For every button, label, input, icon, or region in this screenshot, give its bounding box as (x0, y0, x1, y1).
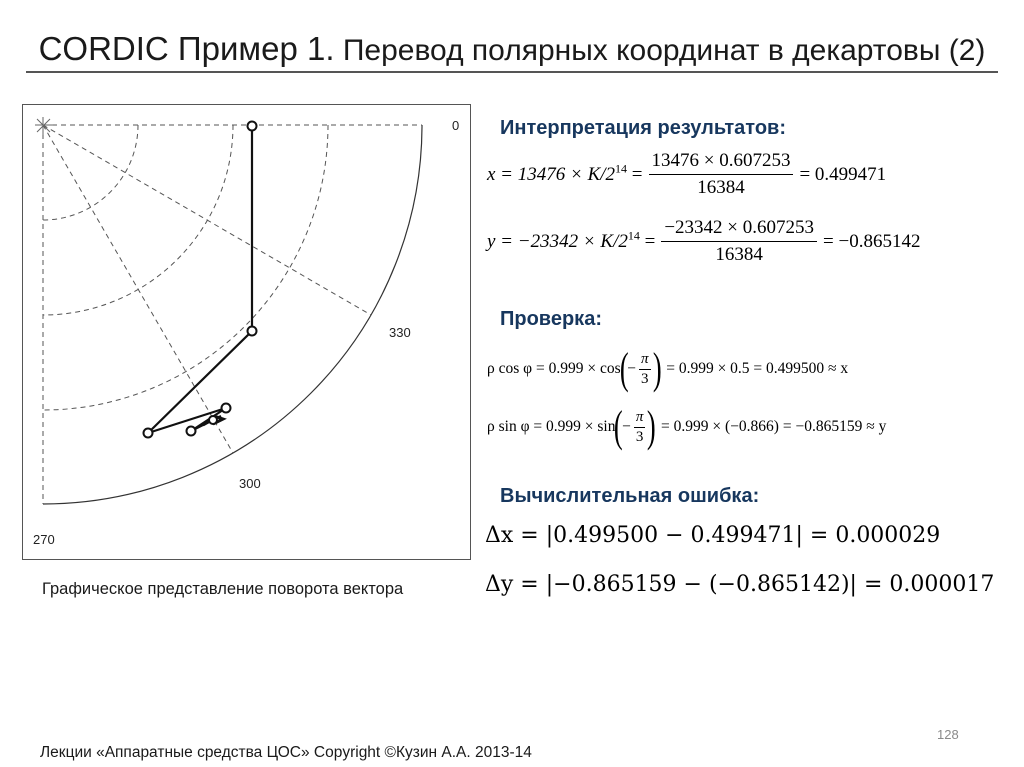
rotation-points (144, 122, 257, 438)
paren-close: ) (647, 402, 657, 451)
polar-plot-svg (23, 105, 470, 559)
check-heading: Проверка: (500, 308, 602, 330)
point-start (248, 122, 257, 131)
point-2 (144, 429, 153, 438)
interpretation-heading: Интерпретация результатов: (500, 117, 786, 139)
x-fraction (649, 150, 794, 199)
x-numerator: 13476 × 0.607253 (649, 150, 794, 175)
y-fraction (661, 217, 817, 266)
three: 3 (641, 370, 649, 387)
y-lhs: y = −23342 × K/2 (487, 230, 628, 252)
paren-close: ) (652, 344, 662, 393)
sin-result: = 0.999 × (−0.866) = −0.865159 ≈ y (661, 418, 887, 435)
formula-sin (487, 402, 887, 451)
polar-plot (22, 104, 471, 560)
plot-caption: Графическое представление поворота вектора (42, 580, 404, 598)
minus-sign: − (622, 418, 631, 435)
pi: π (639, 351, 651, 370)
x-result: = 0.499471 (799, 163, 887, 185)
title-underline (26, 71, 998, 73)
cos-result: = 0.999 × 0.5 = 0.499500 ≈ x (666, 360, 849, 377)
radial-300 (43, 125, 233, 453)
outer-arc (43, 125, 422, 504)
rotation-path (148, 126, 252, 433)
cos-lhs: ρ cos φ = 0.999 × cos (487, 360, 621, 377)
y-numerator: −23342 × 0.607253 (661, 217, 817, 242)
minus-sign: − (627, 360, 637, 377)
paren-open: ( (619, 344, 629, 393)
title-main: CORDIC Пример 1. (38, 30, 335, 67)
y-result: = −0.865142 (823, 230, 921, 252)
three: 3 (635, 428, 644, 445)
angle-label-0: 0 (452, 118, 460, 133)
y-exp: 14 (627, 228, 640, 243)
page-number: 128 (937, 727, 959, 742)
angle-label-270: 270 (33, 532, 55, 547)
range-ring-2 (43, 125, 233, 315)
slide-title (0, 30, 1024, 68)
range-ring-1 (43, 125, 138, 220)
range-ring-3 (43, 125, 328, 410)
pi: π (634, 409, 646, 428)
pi-over-3 (634, 409, 646, 446)
angle-label-330: 330 (389, 325, 411, 340)
point-4 (187, 427, 196, 436)
x-exp: 14 (615, 161, 628, 176)
point-5 (209, 416, 217, 424)
paren-open: ( (614, 402, 624, 451)
error-dx: Δx = |0.499500 − 0.499471| = 0.000029 (485, 523, 941, 548)
x-lhs: x = 13476 × K/2 (487, 163, 616, 185)
error-dy: Δy = |−0.865159 − (−0.865142)| = 0.000017 (485, 572, 995, 597)
footer-copyright: Лекции «Аппаратные средства ЦОС» Copyright ©Кузин А.А. 2013-14 (40, 744, 532, 761)
origin-star (35, 117, 53, 135)
formula-y: $y = -23342 \times K/2^{14}$ = $\frac{-23342 \times 0.607253}{16384}$ = −0.865142 (487, 217, 921, 265)
angle-label-300: 300 (239, 476, 261, 491)
title-sub: Перевод полярных координат в декартовы (2) (342, 34, 986, 67)
point-3 (222, 404, 231, 413)
y-denominator: 16384 (715, 244, 763, 265)
radial-330 (43, 125, 371, 315)
pi-over-3 (639, 351, 651, 388)
error-heading: Вычислительная ошибка: (500, 485, 760, 507)
formula-x: $x = 13476 \times K/2^{14}$ = $\frac{13476 \times 0.607253}{16384}$ = 0.499471 (487, 150, 887, 198)
formula-cos (487, 344, 849, 393)
x-denominator: 16384 (697, 177, 745, 198)
sin-lhs: ρ sin φ = 0.999 × sin (487, 418, 616, 435)
point-1 (248, 327, 257, 336)
